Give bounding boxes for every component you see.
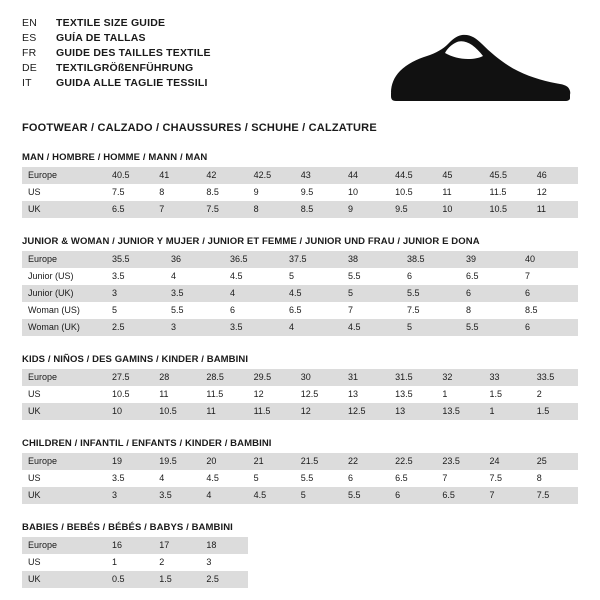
row-label: US xyxy=(22,554,106,571)
cell: 35.5 xyxy=(106,251,165,268)
cell: 7 xyxy=(153,201,200,218)
cell: 18 xyxy=(200,537,247,554)
cell: 7 xyxy=(436,470,483,487)
cell: 19.5 xyxy=(153,453,200,470)
cell: 13.5 xyxy=(436,403,483,420)
cell: 32 xyxy=(436,369,483,386)
section-babies xyxy=(22,522,578,588)
cell: 31.5 xyxy=(389,369,436,386)
cell: 4.5 xyxy=(200,470,247,487)
cell: 6 xyxy=(342,470,389,487)
row-label: Woman (UK) xyxy=(22,319,106,336)
row-label: Woman (US) xyxy=(22,302,106,319)
cell: 4.5 xyxy=(224,268,283,285)
table-row xyxy=(22,554,578,571)
cell: 12.5 xyxy=(342,403,389,420)
table-row xyxy=(22,201,578,218)
cell: 3.5 xyxy=(165,285,224,302)
size-table-man xyxy=(22,167,578,218)
cell: 3.5 xyxy=(106,268,165,285)
language-title: TEXTILGRÖßENFÜHRUNG xyxy=(56,62,194,74)
table-row xyxy=(22,571,578,588)
cell: 11.5 xyxy=(248,403,295,420)
cell: 4.5 xyxy=(283,285,342,302)
row-label: Europe xyxy=(22,167,106,184)
cell: 2.5 xyxy=(200,571,247,588)
cell: 2 xyxy=(531,386,578,403)
language-title-list xyxy=(22,16,211,91)
cell: 13.5 xyxy=(389,386,436,403)
cell: 36.5 xyxy=(224,251,283,268)
cell: 3 xyxy=(165,319,224,336)
table-row xyxy=(22,470,578,487)
cell: 11 xyxy=(531,201,578,218)
language-title-list-body xyxy=(22,16,211,91)
cell: 7 xyxy=(519,268,578,285)
row-label: Junior (UK) xyxy=(22,285,106,302)
cell: 5 xyxy=(106,302,165,319)
cell: 42 xyxy=(200,167,247,184)
cell-empty xyxy=(248,554,578,571)
cell: 5 xyxy=(342,285,401,302)
cell: 8 xyxy=(531,470,578,487)
section-children xyxy=(22,438,578,504)
cell: 10.5 xyxy=(106,386,153,403)
table-row xyxy=(22,319,578,336)
row-label: Europe xyxy=(22,369,106,386)
cell: 6.5 xyxy=(283,302,342,319)
language-row xyxy=(22,61,211,76)
language-code: DE xyxy=(22,62,37,74)
cell: 20 xyxy=(200,453,247,470)
size-table-children xyxy=(22,453,578,504)
cell: 4 xyxy=(165,268,224,285)
row-label: Junior (US) xyxy=(22,268,106,285)
cell: 28 xyxy=(153,369,200,386)
cell: 29.5 xyxy=(248,369,295,386)
cell: 5 xyxy=(401,319,460,336)
cell: 40.5 xyxy=(106,167,153,184)
cell: 33 xyxy=(484,369,531,386)
section-title-kids: KIDS / NIÑOS / DES GAMINS / KINDER / BAMBINI xyxy=(22,354,249,365)
section-kids xyxy=(22,354,578,420)
cell: 3.5 xyxy=(153,487,200,504)
cell: 3 xyxy=(200,554,247,571)
table-row xyxy=(22,167,578,184)
cell: 6.5 xyxy=(389,470,436,487)
cell: 5 xyxy=(295,487,342,504)
cell: 40 xyxy=(519,251,578,268)
cell: 1 xyxy=(484,403,531,420)
cell: 28.5 xyxy=(200,369,247,386)
language-row xyxy=(22,76,211,91)
cell: 37.5 xyxy=(283,251,342,268)
cell: 23.5 xyxy=(436,453,483,470)
cell: 6 xyxy=(519,285,578,302)
cell: 7.5 xyxy=(106,184,153,201)
cell: 4.5 xyxy=(342,319,401,336)
cell: 16 xyxy=(106,537,153,554)
cell: 7.5 xyxy=(531,487,578,504)
cell: 2 xyxy=(153,554,200,571)
cell: 11 xyxy=(200,403,247,420)
row-label: US xyxy=(22,386,106,403)
language-title: TEXTILE SIZE GUIDE xyxy=(56,17,166,29)
cell: 12 xyxy=(531,184,578,201)
language-row xyxy=(22,16,211,31)
cell: 22 xyxy=(342,453,389,470)
cell: 10.5 xyxy=(153,403,200,420)
cell: 8 xyxy=(153,184,200,201)
cell: 46 xyxy=(531,167,578,184)
cell: 17 xyxy=(153,537,200,554)
cell: 44.5 xyxy=(389,167,436,184)
cell: 22.5 xyxy=(389,453,436,470)
cell: 1 xyxy=(436,386,483,403)
language-code: FR xyxy=(22,47,37,59)
row-label: UK xyxy=(22,403,106,420)
section-junior-woman xyxy=(22,236,578,336)
cell: 38.5 xyxy=(401,251,460,268)
language-title: GUIDA ALLE TAGLIE TESSILI xyxy=(56,77,208,89)
cell: 11.5 xyxy=(484,184,531,201)
cell: 12 xyxy=(248,386,295,403)
cell: 8.5 xyxy=(519,302,578,319)
row-label: UK xyxy=(22,571,106,588)
cell: 36 xyxy=(165,251,224,268)
cell: 45.5 xyxy=(484,167,531,184)
cell: 5.5 xyxy=(342,487,389,504)
cell: 42.5 xyxy=(248,167,295,184)
cell: 8 xyxy=(460,302,519,319)
size-table-junior-woman xyxy=(22,251,578,336)
cell: 8 xyxy=(248,201,295,218)
category-title: FOOTWEAR / CALZADO / CHAUSSURES / SCHUHE / CALZATURE xyxy=(22,122,377,134)
page-header xyxy=(22,16,578,108)
cell: 30 xyxy=(295,369,342,386)
cell: 8.5 xyxy=(295,201,342,218)
cell: 41 xyxy=(153,167,200,184)
cell: 9 xyxy=(248,184,295,201)
language-row xyxy=(22,31,211,46)
section-title-babies: BABIES / BEBÉS / BÉBÉS / BABYS / BAMBINI xyxy=(22,522,233,533)
table-row xyxy=(22,487,578,504)
cell: 10 xyxy=(436,201,483,218)
cell: 21.5 xyxy=(295,453,342,470)
cell: 45 xyxy=(436,167,483,184)
cell: 7.5 xyxy=(401,302,460,319)
cell: 1.5 xyxy=(153,571,200,588)
dress-shoe-icon xyxy=(382,30,572,108)
cell: 12 xyxy=(295,403,342,420)
cell: 5.5 xyxy=(295,470,342,487)
cell: 9 xyxy=(342,201,389,218)
row-label: Europe xyxy=(22,251,106,268)
table-row xyxy=(22,453,578,470)
cell: 1 xyxy=(106,554,153,571)
cell: 3 xyxy=(106,285,165,302)
cell: 4 xyxy=(224,285,283,302)
section-title-children: CHILDREN / INFANTIL / ENFANTS / KINDER / BAMBINI xyxy=(22,438,272,449)
row-label: US xyxy=(22,470,106,487)
cell: 7 xyxy=(342,302,401,319)
cell: 5.5 xyxy=(401,285,460,302)
cell: 6.5 xyxy=(460,268,519,285)
language-code: EN xyxy=(22,17,37,29)
cell: 6 xyxy=(519,319,578,336)
cell: 4 xyxy=(200,487,247,504)
row-label: UK xyxy=(22,487,106,504)
cell: 7.5 xyxy=(200,201,247,218)
language-code: ES xyxy=(22,32,37,44)
cell: 39 xyxy=(460,251,519,268)
language-title: GUIDE DES TAILLES TEXTILE xyxy=(56,47,211,59)
section-man xyxy=(22,152,578,218)
cell: 13 xyxy=(342,386,389,403)
cell: 24 xyxy=(484,453,531,470)
row-label: UK xyxy=(22,201,106,218)
cell: 5 xyxy=(283,268,342,285)
row-label: US xyxy=(22,184,106,201)
cell: 7.5 xyxy=(484,470,531,487)
cell: 21 xyxy=(248,453,295,470)
cell: 43 xyxy=(295,167,342,184)
cell: 6 xyxy=(401,268,460,285)
size-table-kids xyxy=(22,369,578,420)
cell: 1.5 xyxy=(484,386,531,403)
cell: 38 xyxy=(342,251,401,268)
cell: 11 xyxy=(436,184,483,201)
row-label: Europe xyxy=(22,453,106,470)
table-row xyxy=(22,386,578,403)
cell: 3 xyxy=(106,487,153,504)
cell: 6.5 xyxy=(436,487,483,504)
cell: 1.5 xyxy=(531,403,578,420)
cell: 3.5 xyxy=(224,319,283,336)
cell: 13 xyxy=(389,403,436,420)
cell: 25 xyxy=(531,453,578,470)
cell: 10.5 xyxy=(484,201,531,218)
cell: 33.5 xyxy=(531,369,578,386)
cell: 3.5 xyxy=(106,470,153,487)
cell: 5.5 xyxy=(460,319,519,336)
table-row xyxy=(22,184,578,201)
cell: 5.5 xyxy=(342,268,401,285)
cell-empty xyxy=(248,537,578,554)
cell: 5 xyxy=(248,470,295,487)
cell: 27.5 xyxy=(106,369,153,386)
cell: 11.5 xyxy=(200,386,247,403)
cell: 10 xyxy=(342,184,389,201)
table-row xyxy=(22,268,578,285)
cell: 9.5 xyxy=(295,184,342,201)
section-title-junior-woman: JUNIOR & WOMAN / JUNIOR Y MUJER / JUNIOR ET FEMME / JUNIOR UND FRAU / JUNIOR E DONA xyxy=(22,236,480,247)
language-row xyxy=(22,46,211,61)
size-table-babies xyxy=(22,537,578,588)
table-row xyxy=(22,302,578,319)
cell: 19 xyxy=(106,453,153,470)
cell: 4 xyxy=(283,319,342,336)
table-row xyxy=(22,537,578,554)
cell: 4.5 xyxy=(248,487,295,504)
cell: 8.5 xyxy=(200,184,247,201)
cell: 7 xyxy=(484,487,531,504)
cell: 44 xyxy=(342,167,389,184)
row-label: Europe xyxy=(22,537,106,554)
cell: 6 xyxy=(224,302,283,319)
table-row xyxy=(22,251,578,268)
cell: 2.5 xyxy=(106,319,165,336)
table-row xyxy=(22,403,578,420)
cell-empty xyxy=(248,571,578,588)
table-row xyxy=(22,285,578,302)
cell: 10.5 xyxy=(389,184,436,201)
section-title-man: MAN / HOMBRE / HOMME / MANN / MAN xyxy=(22,152,208,163)
cell: 6 xyxy=(460,285,519,302)
cell: 12.5 xyxy=(295,386,342,403)
language-code: IT xyxy=(22,77,32,89)
cell: 9.5 xyxy=(389,201,436,218)
cell: 31 xyxy=(342,369,389,386)
cell: 4 xyxy=(153,470,200,487)
cell: 10 xyxy=(106,403,153,420)
cell: 6.5 xyxy=(106,201,153,218)
cell: 6 xyxy=(389,487,436,504)
language-title: GUÍA DE TALLAS xyxy=(56,32,146,44)
table-row xyxy=(22,369,578,386)
cell: 0.5 xyxy=(106,571,153,588)
cell: 5.5 xyxy=(165,302,224,319)
cell: 11 xyxy=(153,386,200,403)
